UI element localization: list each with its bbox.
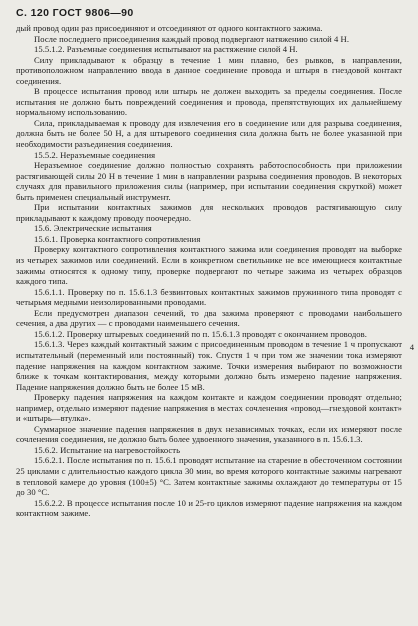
paragraph: Проверку падения напряжения на каждом контакте и каждом соединении проводят отдельно; например, отдельно измеряют падение напряжения в местах сочленения «провод—гнездовой контакт» и «штырь—втулка». — [16, 392, 402, 424]
paragraph: 15.6.2.1. После испытания по п. 15.6.1 проводят испытание на старение в обесточенном состоянии 25 циклами с длительностью каждого цикла 30 мин, во время которого контактные зажимы нагревают в тепловой камере до уровня (100±5) °С. Затем контактные зажимы охлаждают до температуры от 15 до 30 °С. — [16, 455, 402, 498]
paragraph: В процессе испытания провод или штырь не должен выходить за пределы соединения. После испытания не должно быть повреждений соединения и провода, препятствующих их дальнейшему нормальному использованию. — [16, 86, 402, 118]
margin-mark: 4 — [409, 342, 414, 352]
paragraph: 15.6. Электрические испытания — [34, 223, 152, 234]
paragraph: 15.6.1. Проверка контактного сопротивления — [34, 233, 201, 244]
paragraph: При испытании контактных зажимов для нескольких проводов растягивающую силу прикладывают к каждому проводу поочередно. — [16, 202, 402, 223]
paragraph: 15.5.2. Неразъемные соединения — [34, 149, 156, 160]
page-header: С. 120 ГОСТ 9806—90 — [16, 7, 134, 19]
paragraph: 15.6.1.2. Проверку штыревых соединений по п. 15.6.1.3 проводят с окончанием проводов. — [34, 328, 367, 339]
paragraph: Суммарное значение падения напряжения в двух независимых точках, если их измеряют после сочленения соединения, не должно быть более удвоенного значения, указанного в п. 15.6.1.3. — [16, 423, 402, 445]
paragraph: 15.5.1.2. Разъемные соединения испытывают на растяжение силой 4 Н. — [34, 44, 298, 55]
paragraph: 15.6.1.1. Проверку по п. 15.6.1.3 безвинтовых контактных зажимов пружинного типа проводят с четырьмя медными неизолированными проводами. — [16, 286, 402, 308]
paragraph: Если предусмотрен диапазон сечений, то два зажима проверяют с проводами наибольшего сечения, а два других — с проводами наименьшего сечения. — [16, 307, 402, 329]
paragraph: Сила, прикладываемая к проводу для извлечения его в соединение или для разрыва соединения, должна быть не более 50 Н, а для штыревого соединения сила должна быть не более указанной при необходимости разъединения соединения. — [16, 117, 402, 150]
paragraph: Неразъемное соединение должно полностью сохранять работоспособность при приложении растягивающей силы 20 Н в течение 1 мин в направлении разрыва соединения проводов. В некоторых случаях для правильного приложения силы (например, при испытании соединения скруткой) может быть применен специальный инструмент. — [16, 160, 402, 202]
paragraph: 15.6.2. Испытание на нагревостойкость — [34, 444, 181, 455]
paragraph: Проверку контактного сопротивления контактного зажима или соединения проводят на выборке из четырех зажимов или соединений. Если в конкретном светильнике не все имеющиеся контактные зажимы относятся к одному типу, проверке подвергают по четыре зажима из четырех образцов каждого типа. — [16, 244, 402, 287]
paragraph: 15.6.1.3. Через каждый контактный зажим с присоединенным проводом в течение 1 ч пропускают испытательный (переменный или постоянный) ток. Спустя 1 ч при том же значении тока измеряют падение напряжения на каждом контактном зажиме. Точки измерения выбирают по возможности ближе к точкам контактирования, между которыми должно быть измерено падение напряжения. Падение напряжения должно быть не более 15 мВ. — [16, 339, 402, 392]
paragraph: дый провод один раз присоединяют и отсоединяют от одного контактного зажима. — [16, 23, 323, 33]
paragraph: 15.6.2.2. В процессе испытания после 10 и 25-го циклов измеряют падение напряжения на каждом контактном зажиме. — [16, 497, 402, 519]
paragraph: Силу прикладывают к образцу в течение 1 мин плавно, без рывков, в направлении, противоположном направлению ввода в данное соединение провода и штыря в гнездовой контакт соединения. — [16, 54, 402, 86]
paragraph: После последнего присоединения каждый провод подвергают натяжению силой 4 Н. — [34, 33, 350, 44]
document-body — [16, 23, 402, 519]
